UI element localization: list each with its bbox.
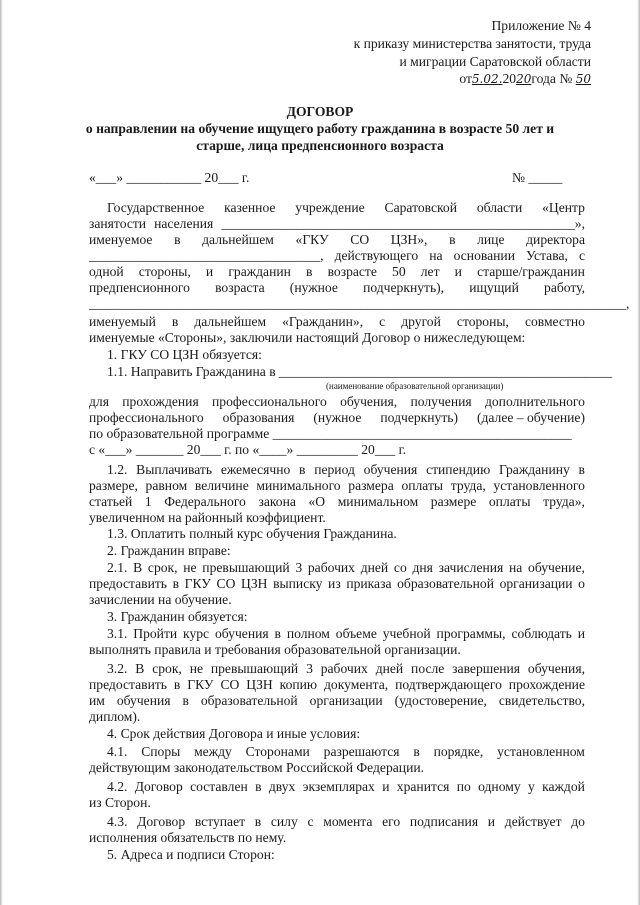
word: с — [307, 814, 314, 829]
word: В — [135, 661, 145, 676]
word: оплаты — [488, 494, 531, 509]
clause-4-3-line-1 — [107, 814, 585, 830]
word: работу, — [544, 280, 585, 295]
word: 1.2. — [107, 462, 128, 477]
word: (нужное — [289, 280, 338, 295]
word: из — [328, 576, 341, 591]
word: получения — [410, 394, 472, 409]
word: ГКУ — [187, 677, 214, 692]
word: одному — [478, 779, 521, 794]
word: 3.1. — [107, 626, 128, 641]
date-prefix: от — [459, 71, 472, 86]
word: и — [577, 626, 585, 641]
word: минимального — [256, 478, 341, 493]
word: обучения — [363, 462, 418, 477]
word: в — [173, 677, 181, 692]
word: размера — [348, 478, 394, 493]
word: в — [171, 314, 179, 329]
word: возрасте — [327, 264, 377, 279]
word: ЦЗН — [246, 677, 273, 692]
word: им — [89, 693, 105, 708]
word: каждой — [542, 779, 585, 794]
clause-3-2-line-3 — [89, 693, 585, 709]
preamble-line-4 — [89, 248, 585, 264]
word: действующего — [334, 248, 419, 263]
clause-3-2-line-2 — [89, 677, 585, 693]
preamble-line-2 — [89, 216, 585, 232]
clause-3-1-line-1 — [107, 626, 585, 642]
word: ЦЗН — [241, 576, 268, 591]
word: СО — [220, 677, 240, 692]
word: СО — [216, 576, 236, 591]
word: прохождение — [508, 677, 585, 692]
word: населения — [154, 216, 214, 231]
word: в — [413, 744, 420, 759]
word: закона — [258, 494, 296, 509]
clause-1-1-line-3 — [89, 410, 585, 426]
word: у — [527, 779, 535, 794]
word: (нужное — [313, 410, 362, 425]
preamble-line-1 — [107, 200, 585, 216]
word: по — [456, 779, 471, 794]
section-3-heading: 3. Гражданин обязуется: — [107, 609, 248, 624]
contract-date-field: «___» ___________ 20___ г. — [89, 170, 250, 185]
appendix-date-line — [459, 71, 591, 87]
clause-4-2-line-1 — [107, 779, 585, 795]
word: (далее – обучение) — [476, 410, 585, 425]
word: образовательной — [397, 576, 494, 591]
date-year-prefix: 20 — [502, 71, 517, 86]
word: организации — [309, 693, 383, 708]
preamble-line-8 — [89, 314, 585, 330]
clause-1-2-line-4: увеличенном на районный коэффициент. — [89, 510, 326, 525]
word: дальнейшем — [194, 314, 267, 329]
clause-3-2-line-1 — [107, 661, 585, 677]
word: дополнительного — [484, 394, 585, 409]
word: Саратовской — [384, 200, 457, 215]
word: «О — [308, 494, 326, 509]
word: его — [382, 814, 401, 829]
word: образования — [222, 410, 295, 425]
word: предпенсионного — [89, 280, 190, 295]
word: труда», — [543, 494, 585, 509]
word: до — [571, 814, 585, 829]
word: подчеркнуть), — [363, 280, 445, 295]
clause-4-3-line-2: исполнения обязательств по нему. — [89, 830, 287, 845]
word: ежемесячно — [220, 462, 291, 477]
word: ЦЗН», — [390, 232, 428, 247]
word: прохождения — [122, 394, 199, 409]
word: лет — [420, 264, 440, 279]
clause-3-2-line-4: диплом). — [89, 709, 141, 724]
word: дальнейшем — [202, 232, 274, 247]
word: копию — [279, 677, 318, 692]
word: полном — [286, 626, 330, 641]
word: в — [182, 693, 189, 708]
word: зачисления — [438, 560, 504, 575]
word: учреждение — [295, 200, 365, 215]
clause-1-1-line-4: по образовательной программе ____________________________________________ — [89, 426, 572, 441]
word: основании — [453, 248, 515, 263]
word: двух — [268, 779, 296, 794]
clause-2-1-line-1 — [107, 560, 585, 576]
word: ____________________________________________________», — [221, 216, 585, 231]
word: казенное — [224, 200, 276, 215]
word: дней — [375, 661, 404, 676]
clause-1-2-line-2 — [89, 478, 585, 494]
word: для — [89, 394, 109, 409]
word: ГКУ — [184, 576, 211, 591]
word: 4.2. — [107, 779, 128, 794]
word: обучения, — [340, 394, 398, 409]
word: Устава, — [526, 248, 568, 263]
word: профессионального — [89, 410, 204, 425]
word: 3 — [306, 661, 313, 676]
word: Споры — [141, 744, 181, 759]
word: в — [255, 779, 262, 794]
word: подчеркнуть) — [380, 410, 458, 425]
word: «ГКУ — [295, 232, 329, 247]
word: именуемое — [89, 232, 153, 247]
word: на — [429, 248, 443, 263]
preamble-line-6 — [89, 280, 585, 296]
title-line-3: старше, лица предпенсионного возраста — [196, 138, 444, 153]
word: вступает — [194, 814, 246, 829]
word: образовательной — [200, 693, 298, 708]
word: установленного — [493, 478, 585, 493]
word: предоставить — [89, 677, 167, 692]
word: возраста — [215, 280, 265, 295]
word: действует — [504, 814, 562, 829]
word: директора — [526, 232, 585, 247]
word: дня — [412, 560, 433, 575]
clause-1-1-line-1: 1.1. Направить Гражданина в _________________________________________________ — [107, 364, 613, 379]
word: и — [382, 779, 390, 794]
preamble-line-3 — [89, 232, 585, 248]
word: и — [487, 814, 496, 829]
word: Договор — [137, 814, 186, 829]
word: рабочих — [307, 560, 355, 575]
word: обучения, — [527, 661, 585, 676]
word: 3.2. — [107, 661, 128, 676]
word: 1 — [144, 494, 152, 509]
word: силу — [270, 814, 298, 829]
word: Выплачивать — [136, 462, 213, 477]
appendix-line-2: к приказу министерства занятости, труда — [353, 36, 591, 51]
word: области — [476, 200, 523, 215]
word: одной — [89, 264, 124, 279]
word: не — [189, 661, 203, 676]
date-day: 5. — [471, 72, 484, 86]
word: 4.3. — [107, 814, 128, 829]
word: рабочих — [320, 661, 368, 676]
word: равном — [145, 478, 188, 493]
word: старше/гражданин — [477, 264, 585, 279]
word: статьей — [89, 494, 133, 509]
word: величине — [194, 478, 249, 493]
section-5-heading: 5. Адреса и подписи Сторон: — [107, 847, 275, 862]
word: установленном — [497, 744, 585, 759]
word: приказа — [346, 576, 392, 591]
word: гражданин — [228, 264, 291, 279]
word: другой — [401, 314, 441, 329]
word: труда, — [450, 478, 486, 493]
word: с — [379, 314, 386, 329]
word: обучение, — [528, 560, 585, 575]
clause-1-3: 1.3. Оплатить полный курс обучения Гражданина. — [107, 526, 397, 541]
word: (удостоверение, — [394, 693, 487, 708]
word: подтверждающего — [395, 677, 502, 692]
word: срок, — [152, 661, 182, 676]
word: объеме — [335, 626, 377, 641]
preamble-line-7: _______________________________________________________________________________, — [89, 296, 630, 311]
date-month: 02. — [483, 72, 503, 86]
word: стипендию — [426, 462, 491, 477]
word: составлен — [190, 779, 248, 794]
word: в — [449, 232, 456, 247]
word: свидетельство, — [498, 693, 585, 708]
word: экземплярах — [302, 779, 375, 794]
word: размере — [430, 494, 477, 509]
word: срок, — [147, 560, 178, 575]
word: СО — [350, 232, 370, 247]
word: 4.1. — [107, 744, 128, 759]
word: период — [314, 462, 355, 477]
word: стороны, — [138, 264, 191, 279]
word: В — [133, 560, 143, 575]
clause-1-1-caption: (наименование образовательной организации) — [326, 381, 504, 391]
clause-1-1-line-5: с «___» _______ 20___ г. по «____» _________ 20___ г. — [89, 442, 407, 457]
word: о — [578, 576, 585, 591]
word: «Центр — [542, 200, 585, 215]
word: в — [299, 462, 306, 477]
word: Федерального — [164, 494, 246, 509]
word: ищущий — [469, 280, 519, 295]
word: организации — [499, 576, 573, 591]
word: документа, — [324, 677, 389, 692]
word: обучения — [214, 626, 269, 641]
clause-1-1-line-2 — [89, 394, 585, 410]
preamble-line-9: именуемые «Стороны», заключили настоящий Договор о нижеследующем: — [89, 330, 526, 345]
word: «Гражданин», — [282, 314, 364, 329]
contract-number-field: № _____ — [512, 170, 563, 185]
word: Сторонами — [245, 744, 310, 759]
date-number: 50 — [575, 72, 591, 86]
word: и — [454, 264, 462, 279]
word: подписания — [409, 814, 479, 829]
appendix-line-1: Приложение № 4 — [491, 18, 591, 33]
word: в — [274, 626, 281, 641]
word: размере, — [89, 478, 138, 493]
word: Гражданину — [499, 462, 570, 477]
clause-4-1-line-2: действующим законодательством Российской Федерации. — [89, 760, 425, 775]
word: программы, — [436, 626, 506, 641]
clause-4-2-line-2: из Сторон. — [89, 795, 151, 810]
word: совместно — [524, 314, 585, 329]
word: порядке, — [433, 744, 484, 759]
word: профессионального — [212, 394, 327, 409]
word: дней — [360, 560, 389, 575]
word: курс — [183, 626, 210, 641]
title-line-2: о направлении на обучение ищущего работу гражданина в возрасте 50 лет и — [85, 121, 555, 136]
word: выписку — [273, 576, 323, 591]
word: хранится — [396, 779, 450, 794]
date-year-suffix: 20 — [516, 72, 532, 86]
word: между — [194, 744, 232, 759]
word: разрешаются — [323, 744, 400, 759]
title-main: ДОГОВОР — [286, 104, 354, 119]
word: Договор — [134, 779, 183, 794]
word: после — [411, 661, 445, 676]
word: в — [578, 462, 585, 477]
preamble-line-5 — [89, 264, 585, 280]
clause-3-1-line-2: выполнять правила и требования образовательной организации. — [89, 642, 461, 657]
word: 3 — [295, 560, 303, 575]
section-4-heading: 4. Срок действия Договора и иные условия: — [107, 726, 361, 741]
word: и — [205, 264, 214, 279]
word: лице — [477, 232, 505, 247]
word: оплаты — [401, 478, 444, 493]
word: в — [306, 264, 313, 279]
word: в — [174, 232, 181, 247]
word: минимальном — [337, 494, 419, 509]
word: обучения — [116, 693, 171, 708]
word: стороны, — [456, 314, 509, 329]
section-2-heading: 2. Гражданин вправе: — [107, 543, 231, 558]
word: 50 — [392, 264, 406, 279]
word: учебной — [382, 626, 431, 641]
word: именуемый — [89, 314, 156, 329]
word: момента — [323, 814, 373, 829]
word: Пройти — [133, 626, 178, 641]
clause-1-2-line-3 — [89, 494, 585, 510]
word: занятости — [89, 216, 147, 231]
clause-1-2-line-1 — [107, 462, 585, 478]
word: со — [393, 560, 407, 575]
word: соблюдать — [511, 626, 572, 641]
clause-2-1-line-3: зачислении на обучение. — [89, 592, 232, 607]
word: на — [509, 560, 523, 575]
word: в — [254, 814, 262, 829]
word: не — [183, 560, 197, 575]
word: предоставить — [89, 576, 167, 591]
word: с — [578, 248, 585, 263]
clause-2-1-line-2 — [89, 576, 585, 592]
word: завершения — [452, 661, 521, 676]
word: __________________________________, — [89, 248, 324, 263]
word: в — [172, 576, 180, 591]
word: 2.1. — [107, 560, 128, 575]
word: Государственное — [107, 200, 205, 215]
word: превышающий — [202, 560, 290, 575]
clause-4-1-line-1 — [107, 744, 585, 760]
date-mid: года № — [531, 71, 573, 86]
appendix-line-3: и миграции Саратовской области — [399, 54, 591, 69]
word: превышающий — [210, 661, 299, 676]
section-1-heading: 1. ГКУ СО ЦЗН обязуется: — [107, 347, 262, 362]
